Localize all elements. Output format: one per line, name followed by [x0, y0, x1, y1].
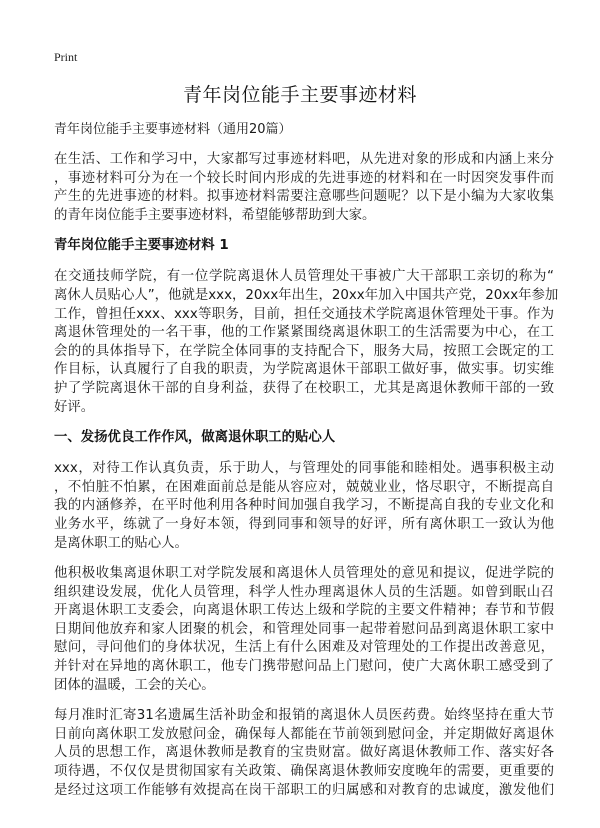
document-body — [54, 121, 559, 812]
document-title: 青年岗位能手主要事迹材料 — [182, 84, 417, 106]
text-line: xxx，对待工作认真负责，乐于助人，与管理处的同事能和睦相处。遇事积极主动 — [54, 461, 554, 477]
paragraph-4 — [54, 707, 554, 800]
text-line: 日期间他放弃和家人团聚的机会，和管理处同事一起带着慰问品到离退休职工家中 — [54, 621, 554, 637]
paragraph-2 — [54, 460, 554, 553]
text-line: 会的的具体指导下，在学院全体同事的支持配合下，服务大局，按照工会既定的工 — [54, 343, 554, 359]
paragraph-3 — [54, 565, 554, 695]
text-line: 的青年岗位能手主要事迹材料，希望能够帮助到大家。 — [54, 207, 376, 223]
text-line: 好评。 — [54, 399, 95, 415]
text-line: 是离休职工的贴心人。 — [54, 535, 188, 551]
text-line: 作目标，认真履行了自我的职责，为学院离退休干部职工做好事，做实事。切实维 — [54, 362, 554, 378]
text-line: 我的内涵修养，在平时他利用各种时间加强自我学习，不断提高自我的专业文化和 — [54, 498, 554, 514]
text-line: 他积极收集离退休职工对学院发展和离退休人员管理处的意见和提议，促进学院的 — [54, 566, 554, 582]
text-line: 业务水平，练就了一身好本领，得到同事和领导的好评，所有离休职工一致认为他 — [54, 516, 554, 532]
text-line: 开离退休职工支委会，向离退休职工传达上级和学院的主要文件精神；春节和节假 — [54, 603, 554, 619]
text-line: 护了学院离退休干部的自身利益，获得了在校职工，尤其是离退休教师干部的一致 — [54, 380, 554, 396]
text-line: 日前向离休职工发放慰问金，确保每人都能在节前领到慰问金，并定期做好离退休 — [54, 726, 554, 742]
document-subtitle: 青年岗位能手主要事迹材料（通用20篇） — [54, 122, 292, 137]
text-line: 工作，曾担任xxx、xxx等职务，目前，担任交通技术学院离退休管理处干事。作为 — [54, 306, 554, 322]
text-line: 每月准时汇寄31名遗属生活补助金和报销的离退休人员医药费。始终坚持在重大节 — [54, 708, 554, 724]
text-line: 并针对在异地的离休职工，他专门携带慰问品上门慰问，使广大离休职工感受到了 — [54, 659, 554, 675]
text-line: 是经过这项工作能够有效提高在岗干部职工的归属感和对教育的忠诚度，激发他们 — [54, 782, 554, 798]
text-line: 离休人员贴心人”，他就是xxx，20xx年出生，20xx年加入中国共产党，20xx年参加 — [54, 287, 559, 303]
print-label[interactable]: Print — [54, 50, 78, 64]
text-line: 在交通技师学院，有一位学院离退休人员管理处干事被广大干部职工亲切的称为“ — [54, 269, 554, 285]
intro-paragraph — [54, 151, 554, 225]
text-line: 团体的温暖，工会的关心。 — [54, 677, 215, 693]
text-line: ，不怕脏不怕累，在困难面前总是能从容应对，兢兢业业，恪尽职守，不断提高自 — [54, 479, 554, 495]
section-heading: 青年岗位能手主要事迹材料 1 — [54, 238, 229, 254]
text-line: 人员的思想工作，离退休教师是教育的宝贵财富。做好离退休教师工作、落实好各 — [54, 745, 554, 761]
text-line: 产生的先进事迹的材料。拟事迹材料需要注意哪些问题呢？以下是小编为大家收集 — [54, 189, 554, 205]
text-line: 组织建设发展，优化人员管理，科学人性办理离退休人员的生活题。如曾到眠山召 — [54, 584, 554, 600]
text-line: 慰问，寻问他们的身体状况，生活上有什么困难及对管理处的工作提出改善意见， — [54, 640, 554, 656]
section1-paragraph — [54, 268, 559, 417]
subsection-heading: 一、发扬优良工作作风，做离退休职工的贴心人 — [54, 430, 336, 446]
text-line: 项待遇，不仅仅是贯彻国家有关政策、确保离退休教师安度晚年的需要，更重要的 — [54, 764, 554, 780]
text-line: 离退休管理处的一名干事，他的工作紧紧围绕离退休职工的生活需要为中心，在工 — [54, 325, 554, 341]
text-line: ，事迹材料可分为在一个较长时间内形成的先进事迹的材料和在一时因突发事件而 — [54, 170, 554, 186]
text-line: 在生活、工作和学习中，大家都写过事迹材料吧，从先进对象的形成和内涵上来分 — [54, 152, 554, 167]
